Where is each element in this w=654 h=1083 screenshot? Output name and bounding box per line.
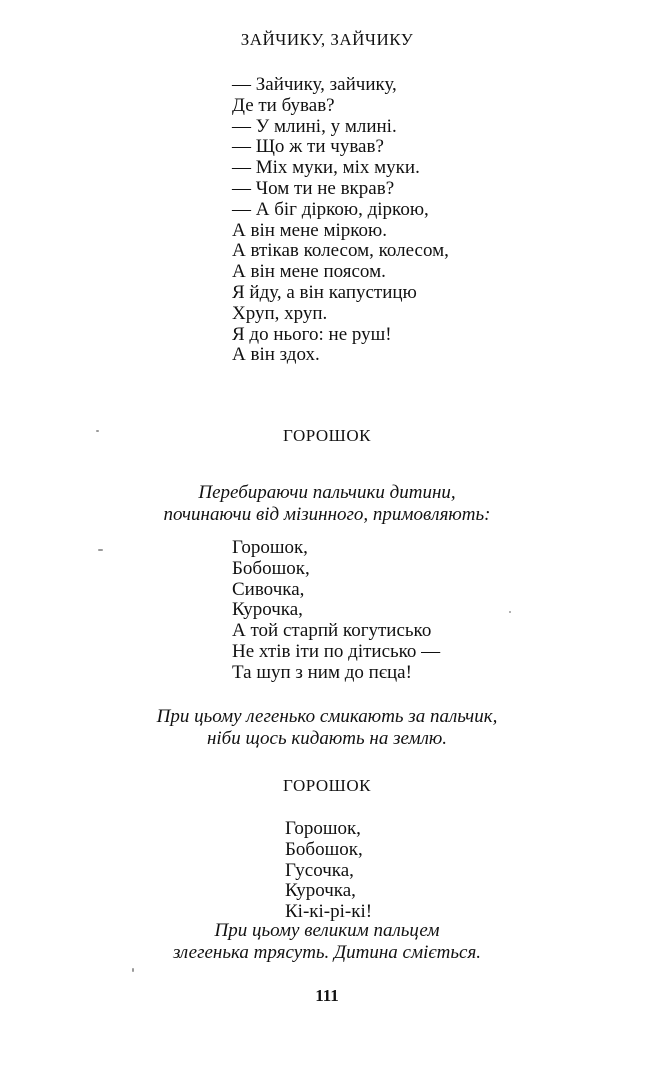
note-line: При цьому легенько смикають за пальчик,: [156, 706, 498, 727]
verse-line: Горошок,: [232, 537, 308, 558]
verse-line: Хруп, хруп.: [232, 302, 328, 324]
verse-line: А він здох.: [232, 344, 320, 366]
verse-line: Та шуп з ним до пєца!: [232, 661, 412, 683]
verse-line: — А біг діркою, діркою,: [232, 198, 429, 220]
scan-speck: [509, 611, 511, 613]
poem-verse: [232, 75, 449, 366]
verse-line: А втікав колесом, колесом,: [232, 240, 449, 262]
poem-intro-note: [0, 482, 654, 526]
scan-speck: [96, 430, 99, 432]
verse-line: А той старпй когутисько: [232, 620, 432, 642]
note-line: злегенька трясуть. Дитина сміється.: [172, 942, 482, 963]
poem-title: ГОРОШОК: [283, 776, 371, 795]
note-line: Перебираючи пальчики дитини,: [198, 482, 456, 503]
page-number: 111: [315, 986, 339, 1005]
poem-title: ЗАЙЧИКУ, ЗАЙЧИКУ: [240, 30, 414, 49]
verse-line: Сивочка,: [232, 578, 305, 600]
note-line: При цьому великим пальцем: [214, 920, 440, 941]
verse-line: Бобошок,: [285, 838, 363, 860]
verse-line: — Що ж ти чував?: [232, 136, 384, 158]
verse-line: — Міх муки, міх муки.: [232, 157, 420, 179]
verse-line: Я до нього: не руш!: [232, 323, 392, 345]
verse-line: Курочка,: [285, 880, 356, 902]
verse-line: — У млині, у млині.: [232, 115, 397, 137]
verse-line: Гусочка,: [285, 859, 354, 881]
poem-outro-note: [0, 706, 654, 750]
verse-line: Де ти бував?: [232, 94, 335, 116]
note-line: ніби щось кидають на землю.: [206, 728, 448, 749]
verse-line: Я йду, а він капустицю: [232, 281, 417, 303]
verse-line: Бобошок,: [232, 557, 310, 579]
poem-title: ГОРОШОК: [283, 426, 371, 445]
note-line: починаючи від мізинного, примовляють:: [163, 504, 491, 525]
scan-speck: [132, 968, 134, 972]
verse-line: Кі-кі-рі-кі!: [285, 901, 373, 923]
verse-line: — Зайчику, зайчику,: [232, 74, 397, 95]
verse-line: — Чом ти не вкрав?: [232, 177, 395, 199]
poem-verse: [232, 538, 440, 684]
verse-line: А він мене поясом.: [232, 261, 386, 283]
verse-line: Курочка,: [232, 599, 303, 621]
scan-speck: [98, 549, 103, 551]
verse-line: Не хтів іти по дітисько —: [232, 640, 441, 662]
poem-outro-note: [0, 920, 654, 964]
poem-verse: [285, 819, 372, 923]
verse-line: А він мене міркою.: [232, 219, 387, 241]
verse-line: Горошок,: [285, 818, 361, 839]
